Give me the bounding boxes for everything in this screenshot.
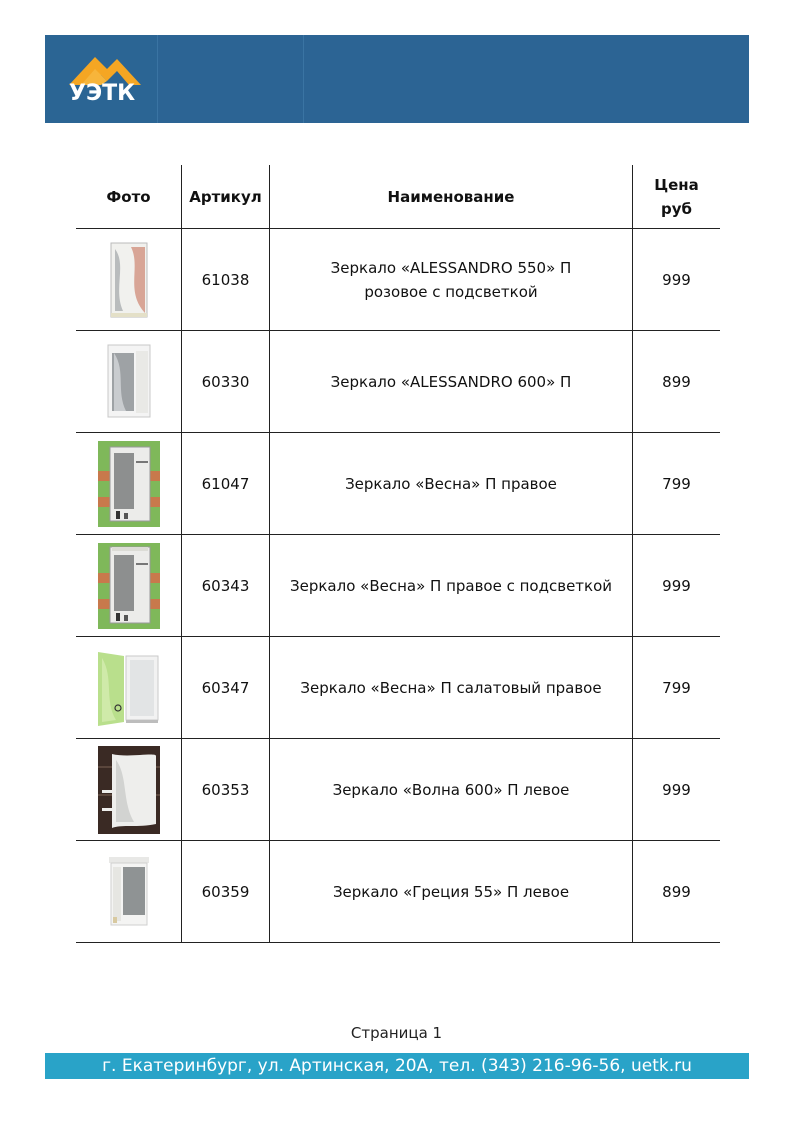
article-cell: 61038 xyxy=(182,229,270,331)
price-cell: 999 xyxy=(633,739,721,841)
table-row xyxy=(76,739,720,841)
article-cell: 60347 xyxy=(182,637,270,739)
table-row xyxy=(76,229,720,331)
mirror-cabinet-greece-photo xyxy=(107,855,151,929)
name-cell: Зеркало «ALESSANDRO 600» П xyxy=(270,331,633,433)
logo-text: УЭТК xyxy=(69,81,136,106)
name-cell xyxy=(270,229,633,331)
header-banner xyxy=(45,35,749,123)
article-cell: 60359 xyxy=(182,841,270,943)
price-cell: 999 xyxy=(633,229,721,331)
column-header-price-label: Цена руб xyxy=(654,175,699,218)
product-photo-cell xyxy=(76,535,182,637)
mirror-cabinet-green-wall-photo xyxy=(98,441,160,527)
article-cell: 61047 xyxy=(182,433,270,535)
price-cell: 799 xyxy=(633,433,721,535)
table-row xyxy=(76,841,720,943)
product-photo-cell xyxy=(76,229,182,331)
name-text: Зеркало «ALESSANDRO 550» П розовое с подсветкой xyxy=(330,258,572,301)
mirror-cabinet-lime-photo xyxy=(96,648,162,728)
column-header-name: Наименование xyxy=(270,165,633,229)
product-photo-cell xyxy=(76,637,182,739)
price-cell: 799 xyxy=(633,637,721,739)
article-cell: 60343 xyxy=(182,535,270,637)
product-photo-cell xyxy=(76,841,182,943)
mirror-cabinet-pink-photo xyxy=(107,239,151,321)
page-number: Страница 1 xyxy=(350,1024,443,1042)
mirror-cabinet-green-wall-lit-photo xyxy=(98,543,160,629)
table-row xyxy=(76,433,720,535)
name-cell: Зеркало «Волна 600» П левое xyxy=(270,739,633,841)
mirror-cabinet-white-photo xyxy=(104,341,154,423)
product-photo-cell xyxy=(76,331,182,433)
mirror-cabinet-wave-photo xyxy=(98,746,160,834)
column-header-price xyxy=(633,165,721,229)
name-cell: Зеркало «Весна» П салатовый правое xyxy=(270,637,633,739)
price-cell: 999 xyxy=(633,535,721,637)
article-cell: 60330 xyxy=(182,331,270,433)
products-table xyxy=(76,165,720,943)
name-cell: Зеркало «Весна» П правое с подсветкой xyxy=(270,535,633,637)
column-header-photo: Фото xyxy=(76,165,182,229)
table-row xyxy=(76,535,720,637)
name-cell: Зеркало «Греция 55» П левое xyxy=(270,841,633,943)
name-cell: Зеркало «Весна» П правое xyxy=(270,433,633,535)
article-cell: 60353 xyxy=(182,739,270,841)
header-divider xyxy=(303,35,304,123)
footer-contact-bar: г. Екатеринбург, ул. Артинская, 20А, тел. (343) 216-96-56, uetk.ru xyxy=(45,1053,749,1079)
product-photo-cell xyxy=(76,739,182,841)
table-row xyxy=(76,637,720,739)
table-row xyxy=(76,331,720,433)
price-cell: 899 xyxy=(633,331,721,433)
column-header-article: Артикул xyxy=(182,165,270,229)
price-cell: 899 xyxy=(633,841,721,943)
header-divider xyxy=(157,35,158,123)
table-header-row xyxy=(76,165,720,229)
product-photo-cell xyxy=(76,433,182,535)
